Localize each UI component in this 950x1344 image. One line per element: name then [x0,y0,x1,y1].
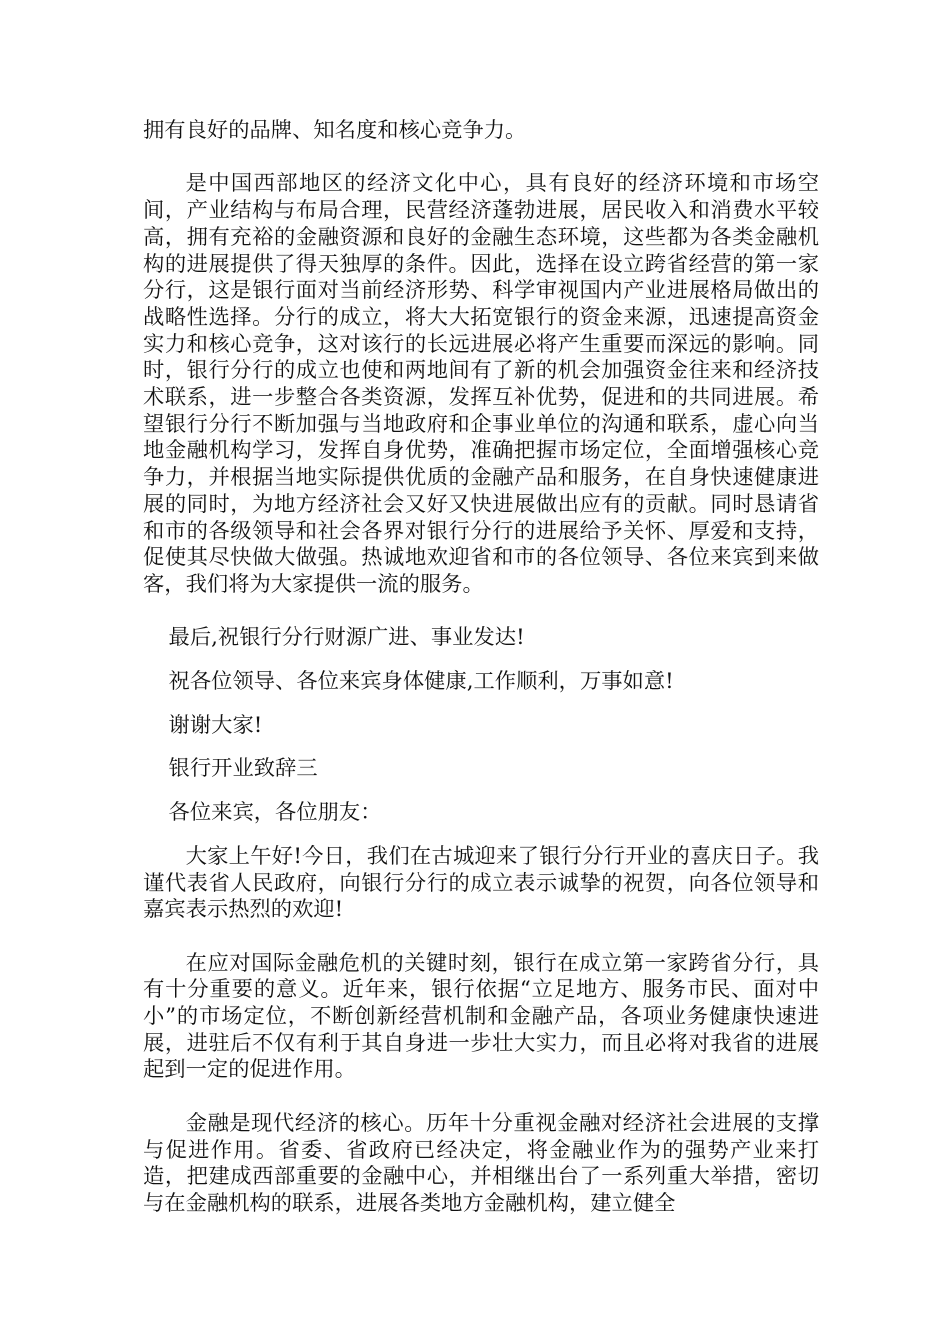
document-body [143,118,819,1218]
salutation: 各位来宾，各位朋友： [168,800,382,826]
paragraph-8: 大家上午好!今日，我们在古城迎来了银行分行开业的喜庆日子。我谨代表省人民政府，向银行分行的成立表示诚挚的祝贺，向各位领导和嘉宾表示热烈的欢迎! [143,843,819,923]
paragraph-4: 祝各位领导、各位来宾身体健康,工作顺利，万事如意! [168,669,674,695]
paragraph-9: 在应对国际金融危机的关键时刻，银行在成立第一家跨省分行，具有十分重要的意义。近年来，银行依据“立足地方、服务市民、面对中小”的市场定位，不断创新经营机制和金融产品，各项业务健康快速进展，进驻后不仅有利于其自身进一步壮大实力，而且必将对我省的进展起到一定的促进作用。 [143,950,819,1083]
section-heading: 银行开业致辞三 [168,756,318,782]
paragraph-2: 是中国西部地区的经济文化中心，具有良好的经济环境和市场空间，产业结构与布局合理，民营经济蓬勃进展，居民收入和消费水平较高，拥有充裕的金融资源和良好的金融生态环境，这些都为各类金融机构的进展提供了得天独厚的条件。因此，选择在设立跨省经营的第一家分行，这是银行面对当前经济形势、科学审视国内产业进展格局做出的战略性选择。分行的成立，将大大拓宽银行的资金来源，迅速提高资金实力和核心竞争，这对该行的长远进展必将产生重要而深远的影响。同时，银行分行的成立也使和两地间有了新的机会加强资金往来和经济技术联系，进一步整合各类资源，发挥互补优势，促进和的共同进展。希望银行分行不断加强与当地政府和企事业单位的沟通和联系，虚心向当地金融机构学习，发挥自身优势，准确把握市场定位，全面增强核心竞争力，并根据当地实际提供优质的金融产品和服务，在自身快速健康进展的同时，为地方经济社会又好又快进展做出应有的贡献。同时恳请省和市的各级领导和社会各界对银行分行的进展给予关怀、厚爱和支持，促使其尽快做大做强。热诚地欢迎省和市的各位领导、各位来宾到来做客，我们将为大家提供一流的服务。 [143,171,819,597]
paragraph-5: 谢谢大家! [168,712,263,738]
paragraph-3: 最后,祝银行分行财源广进、事业发达! [168,625,525,651]
paragraph-10: 金融是现代经济的核心。历年十分重视金融对经济社会进展的支撑与促进作用。省委、省政府已经决定，将金融业作为的强势产业来打造，把建成西部重要的金融中心，并相继出台了一系列重大举措，密切与在金融机构的联系，进展各类地方金融机构，建立健全 [143,1110,819,1216]
paragraph-1: 拥有良好的品牌、知名度和核心竞争力。 [143,118,527,143]
